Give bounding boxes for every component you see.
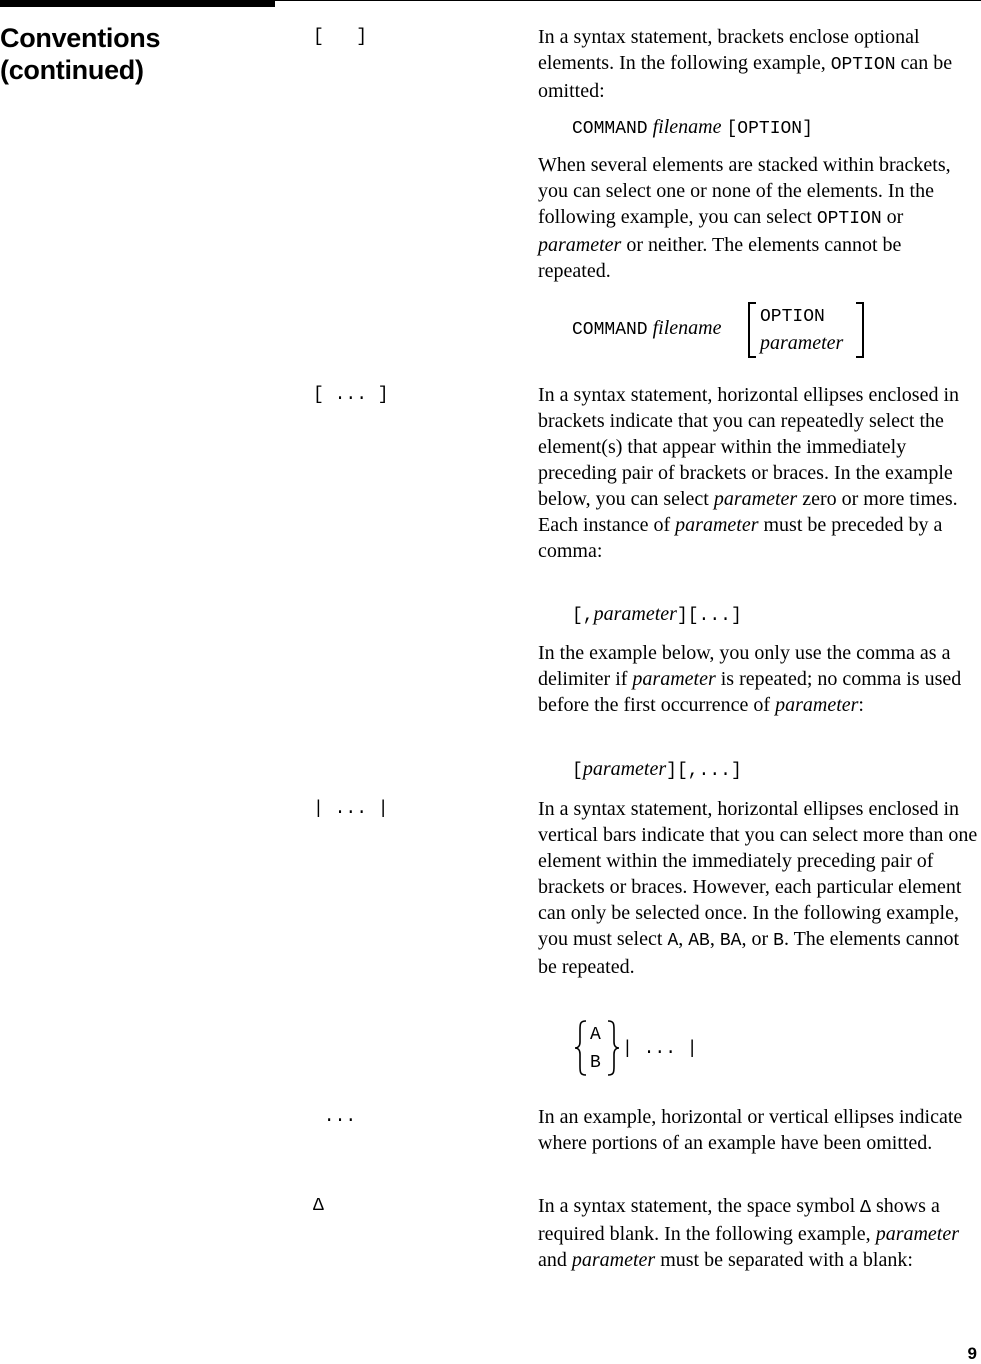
stacked-lead: COMMAND filename: [572, 317, 722, 340]
example-brace-choice: [572, 1020, 732, 1076]
desc-paragraph: In the example below, you only use the comma as a delimiter if parameter is repeated; no comma is used before the first occurrence of parameter:: [538, 642, 962, 716]
stacked-option: OPTION: [760, 307, 825, 327]
header-rule-thin: [275, 0, 981, 1]
term-bracket-ellipsis: [ ... ]: [313, 385, 389, 405]
desc-paragraph: When several elements are stacked within brackets, you can select one or none of the elements. In the following example, you can select OPTION or parameter or neither. The elements cannot be repeated.: [538, 154, 951, 282]
desc-paragraph: In a syntax statement, horizontal ellipses enclosed in brackets indicate that you can repeatedly select the element(s) that appear within the immediately preceding pair of brackets or braces. In the example below, you can select parameter zero or more times. Each instance of parameter must be preceded by a comma:: [538, 384, 959, 562]
bar-ellipsis: | ... |: [622, 1039, 698, 1059]
desc-brackets: [538, 24, 978, 104]
example-repeat-comma: [,parameter][...]: [572, 603, 742, 626]
desc-space-symbol: [538, 1193, 978, 1273]
desc-stacked: [538, 152, 978, 284]
brace-option-a: A: [590, 1025, 601, 1045]
page-number: 9: [967, 1344, 977, 1363]
brace-option-b: B: [590, 1053, 601, 1073]
desc-paragraph: In a syntax statement, the space symbol Δ shows a required blank. In the following example, parameter and parameter must be separated with a blank:: [538, 1195, 960, 1271]
example-optional: COMMAND filename [OPTION]: [572, 116, 813, 139]
right-brace-icon: [606, 1020, 620, 1076]
section-heading: [0, 22, 260, 86]
heading-line-2: (continued): [0, 55, 144, 85]
desc-paragraph: In a syntax statement, brackets enclose optional elements. In the following example, OPTION can be omitted:: [538, 26, 953, 102]
term-space-symbol: Δ: [313, 1196, 324, 1216]
header-rule-thick: [0, 0, 275, 7]
square-bracket-group: [748, 302, 864, 358]
example-delimiter: [parameter][,...]: [572, 758, 742, 781]
stacked-parameter: parameter: [760, 332, 844, 354]
term-ellipsis: ...: [313, 1107, 357, 1127]
desc-delimiter: [538, 640, 978, 718]
term-brackets: [ ]: [313, 27, 368, 47]
desc-ellipsis: In an example, horizontal or vertical ellipses indicate where portions of an example have been omitted.: [538, 1106, 963, 1154]
desc-paragraph: In a syntax statement, horizontal ellipses enclosed in vertical bars indicate that you can select more than one element within the immediately preceding pair of brackets or braces. However, each particular element can only be selected once. In the following example, you must select A, AB, BA, or B. The elements cannot be repeated.: [538, 798, 978, 978]
desc-bracket-ellipsis: [538, 382, 978, 564]
desc-bar-ellipsis: [538, 796, 978, 980]
left-brace-icon: [574, 1020, 588, 1076]
heading-line-1: Conventions: [0, 23, 161, 53]
term-bar-ellipsis: | ... |: [313, 799, 389, 819]
